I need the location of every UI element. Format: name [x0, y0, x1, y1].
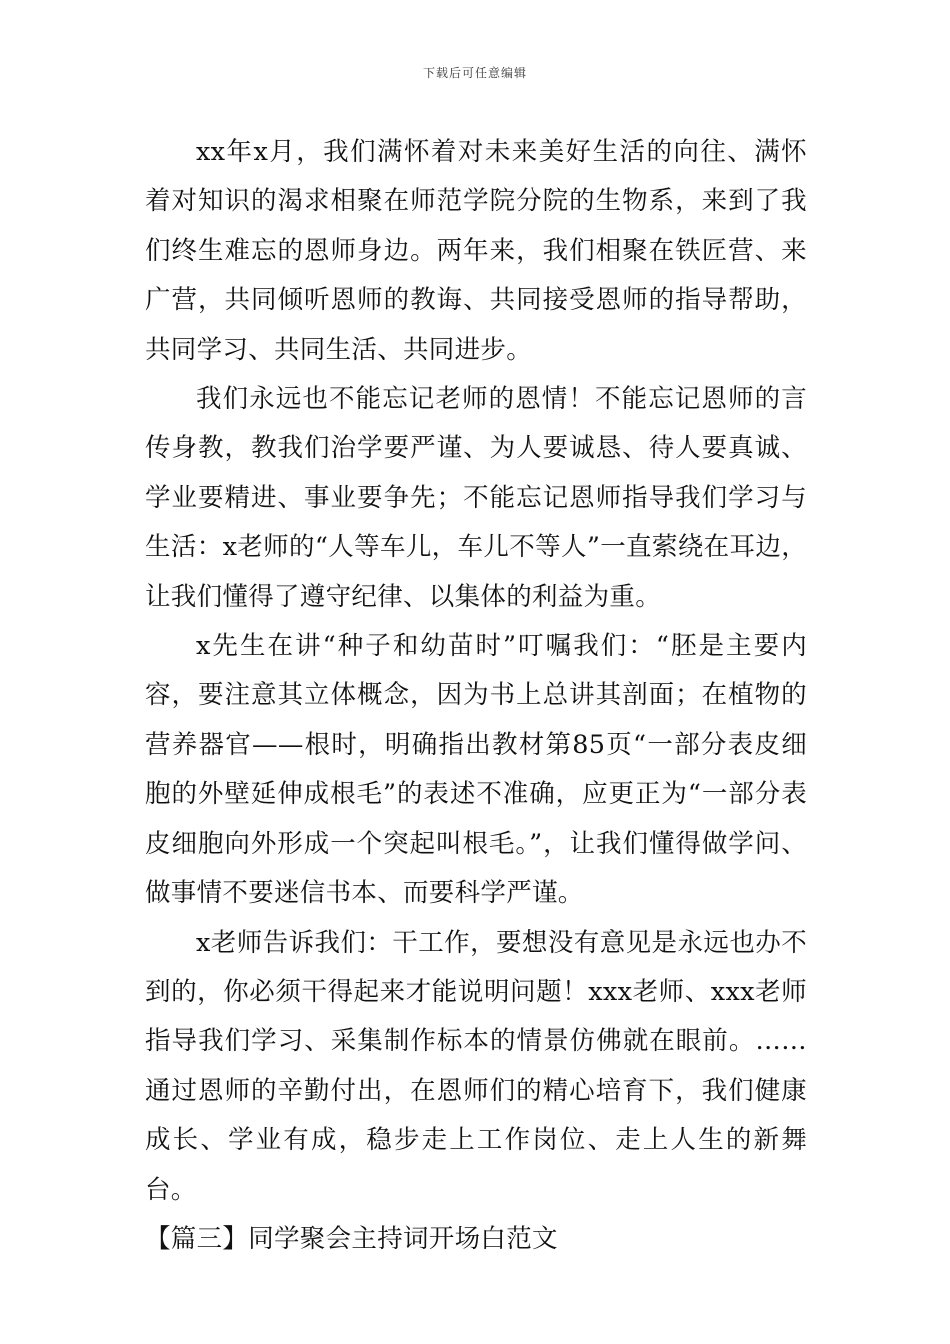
paragraph-2: 我们永远也不能忘记老师的恩情！不能忘记恩师的言传身教，教我们治学要严谨、为人要诚恳、待人要真诚、学业要精进、事业要争先；不能忘记恩师指导我们学习与生活：x老师的“人等车儿，车儿不等人”一直萦绕在耳边，让我们懂得了遵守纪律、以集体的利益为重。	[145, 384, 807, 612]
paragraph-4: x老师告诉我们：干工作，要想没有意见是永远也办不到的，你必须干得起来才能说明问题！xxx老师、xxx老师指导我们学习、采集制作标本的情景仿佛就在眼前。……通过恩师的辛勤付出，在恩师们的精心培育下，我们健康成长、学业有成，稳步走上工作岗位、走上人生的新舞台。	[145, 927, 807, 1205]
document-body	[145, 128, 807, 1264]
section-heading: 【篇三】同学聚会主持词开场白范文	[145, 1223, 558, 1254]
paragraph-1: xx年x月，我们满怀着对未来美好生活的向往、满怀着对知识的渴求相聚在师范学院分院的生物系，来到了我们终生难忘的恩师身边。两年来，我们相聚在铁匠营、来广营，共同倾听恩师的教诲、共同接受恩师的指导帮助，共同学习、共同生活、共同进步。	[145, 137, 807, 365]
page-header: 下载后可任意编辑	[422, 66, 527, 80]
paragraph-3: x先生在讲“种子和幼苗时”叮嘱我们：“胚是主要内容，要注意其立体概念，因为书上总讲其剖面；在植物的营养器官——根时，明确指出教材第85页“一部分表皮细胞的外壁延伸成根毛”的表述不准确，应更正为“一部分表皮细胞向外形成一个突起叫根毛。”，让我们懂得做学问、做事情不要迷信书本、而要科学严谨。	[145, 631, 807, 909]
